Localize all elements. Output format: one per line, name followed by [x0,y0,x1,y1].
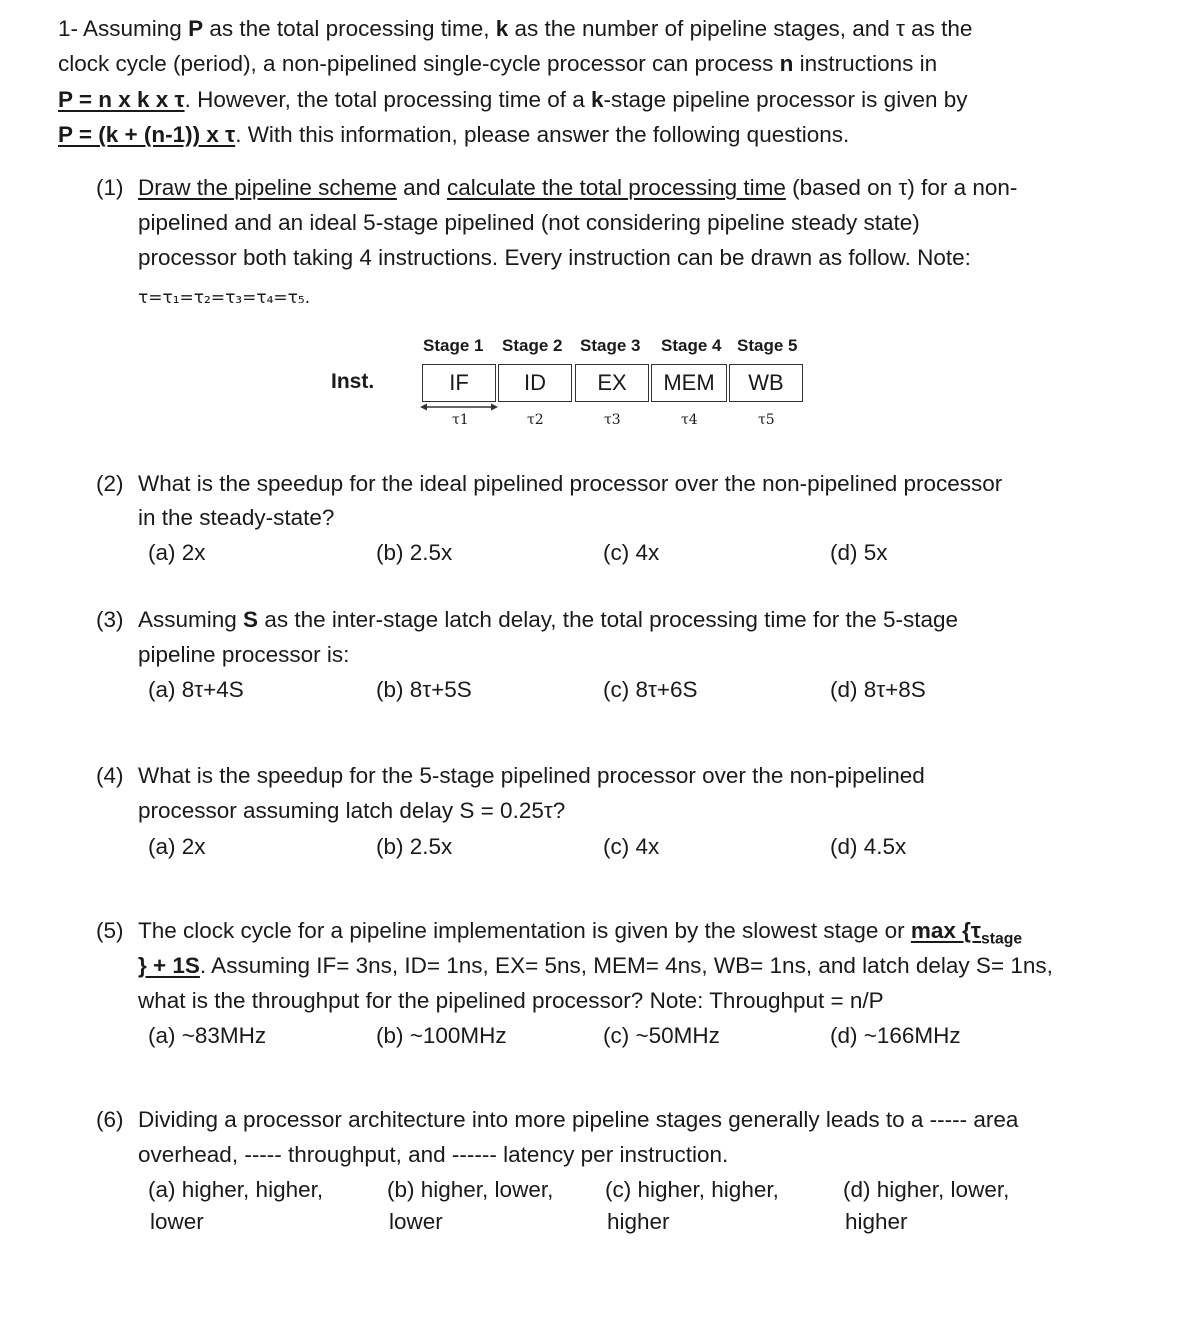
q1-underlined-text: calculate the total processing time [446,175,786,200]
answer-option-d[interactable]: (d) 8τ+8S [830,677,926,702]
question-1-line-3: processor both taking 4 instructions. Every instruction can be drawn as follow. Note: [138,245,971,270]
q3-var-s: S [243,607,259,632]
option-line: higher [845,1209,908,1234]
clock-cycle-formula: max {τ [910,918,981,943]
answer-option-b[interactable] [387,1175,553,1237]
question-number: (4) [96,763,124,788]
intro-var-k: k [495,16,509,41]
answer-option-c[interactable]: (c) 8τ+6S [603,677,698,702]
answer-option-b[interactable]: (b) ~100MHz [376,1023,507,1048]
answer-option-a[interactable]: (a) 2x [148,540,206,565]
q3-text: as the inter-stage latch delay, the total processing time for the 5-stage [258,607,959,632]
stage-box-ex: EX [575,364,649,402]
stage-header: Stage 2 [502,336,563,355]
question-4-line-2: processor assuming latch delay S = 0.25τ? [138,798,566,823]
answer-option-d[interactable]: (d) ~166MHz [830,1023,961,1048]
tau-label: τ2 [527,412,544,428]
stage-box-id: ID [498,364,572,402]
answer-option-b[interactable]: (b) 8τ+5S [376,677,472,702]
question-6-line-2: overhead, ----- throughput, and ------ latency per instruction. [138,1142,729,1167]
question-5-line-1 [138,916,1022,955]
formula-subscript: stage [980,930,1023,948]
inst-label: Inst. [331,370,375,393]
answer-option-b[interactable]: (b) 2.5x [376,834,453,859]
answer-option-d[interactable]: (d) 5x [830,540,888,565]
intro-var-n: n [779,51,794,76]
intro-text: -stage pipeline processor is given by [603,87,968,112]
q1-text: (based on τ) for a non- [785,175,1018,200]
intro-line-3 [58,85,968,115]
question-2-line-2: in the steady-state? [138,505,335,530]
question-number: (1) [96,175,124,200]
question-number: (5) [96,918,124,943]
option-line: (c) higher, higher, [605,1177,779,1202]
pipelined-formula: P = (k + (n-1)) x τ [58,122,236,147]
question-1-line-4: τ=τ₁=τ₂=τ₃=τ₄=τ₅. [138,288,311,308]
intro-text: clock cycle (period), a non-pipelined single-cycle processor can process [58,51,780,76]
intro-text: as the number of pipeline stages, and τ as the [508,16,973,41]
option-line: (a) higher, higher, [148,1177,324,1202]
intro-var-p: P [188,16,204,41]
answer-option-a[interactable] [148,1175,323,1237]
option-line: (b) higher, lower, [387,1177,554,1202]
intro-line-4 [58,120,849,150]
stage-header: Stage 1 [423,336,484,355]
question-number: (6) [96,1107,124,1132]
q5-text: The clock cycle for a pipeline implementation is given by the slowest stage or [138,918,911,943]
clock-cycle-formula: } + 1S [138,953,200,978]
stage-header: Stage 5 [737,336,798,355]
answer-option-d[interactable] [843,1175,1009,1237]
question-number: (2) [96,471,124,496]
q5-text: . Assuming IF= 3ns, ID= 1ns, EX= 5ns, MEM= 4ns, WB= 1ns, and latch delay S= 1ns, [199,953,1053,978]
intro-line-2 [58,49,937,79]
answer-option-d[interactable]: (d) 4.5x [830,834,907,859]
stage-box-if: IF [422,364,496,402]
answer-option-c[interactable]: (c) 4x [603,540,660,565]
stage-header: Stage 3 [580,336,641,355]
answer-option-c[interactable] [605,1175,779,1237]
q3-text: Assuming [138,607,244,632]
question-4-line-1: What is the speedup for the 5-stage pipelined processor over the non-pipelined [138,763,925,788]
question-5-line-3: what is the throughput for the pipelined processor? Note: Throughput = n/P [138,988,884,1013]
intro-text: 1- Assuming [58,16,189,41]
stage-box-mem: MEM [651,364,727,402]
tau-label: τ1 [452,412,469,428]
option-line: higher [607,1209,670,1234]
q1-text: and [396,175,447,200]
stage-header: Stage 4 [661,336,722,355]
intro-line-1 [58,14,972,44]
answer-option-a[interactable]: (a) 2x [148,834,206,859]
question-6-line-1: Dividing a processor architecture into more pipeline stages generally leads to a ----- area [138,1107,1019,1132]
tau-label: τ5 [758,412,775,428]
question-1-line-2: pipelined and an ideal 5-stage pipelined (not considering pipeline steady state) [138,210,920,235]
answer-option-b[interactable]: (b) 2.5x [376,540,453,565]
tau-label: τ3 [604,412,621,428]
answer-option-a[interactable]: (a) 8τ+4S [148,677,244,702]
intro-text: . However, the total processing time of a [184,87,592,112]
question-5-line-2 [138,951,1053,981]
stage-box-wb: WB [729,364,803,402]
question-3-line-1 [138,605,958,635]
answer-option-c[interactable]: (c) ~50MHz [603,1023,720,1048]
intro-text: . With this information, please answer the following questions. [235,122,850,147]
q1-underlined-text: Draw the pipeline scheme [138,175,397,200]
question-3-line-2: pipeline processor is: [138,642,350,667]
intro-var-k: k [591,87,604,112]
answer-option-a[interactable]: (a) ~83MHz [148,1023,267,1048]
option-line: (d) higher, lower, [843,1177,1010,1202]
option-line: lower [389,1209,443,1234]
intro-text: as the total processing time, [203,16,496,41]
answer-option-c[interactable]: (c) 4x [603,834,660,859]
tau-label: τ4 [681,412,698,428]
question-2-line-1: What is the speedup for the ideal pipelined processor over the non-pipelined processor [138,471,1003,496]
question-1-line-1 [138,173,1017,203]
nonpipelined-formula: P = n x k x τ [58,87,185,112]
option-line: lower [150,1209,204,1234]
intro-text: instructions in [793,51,938,76]
question-number: (3) [96,607,124,632]
